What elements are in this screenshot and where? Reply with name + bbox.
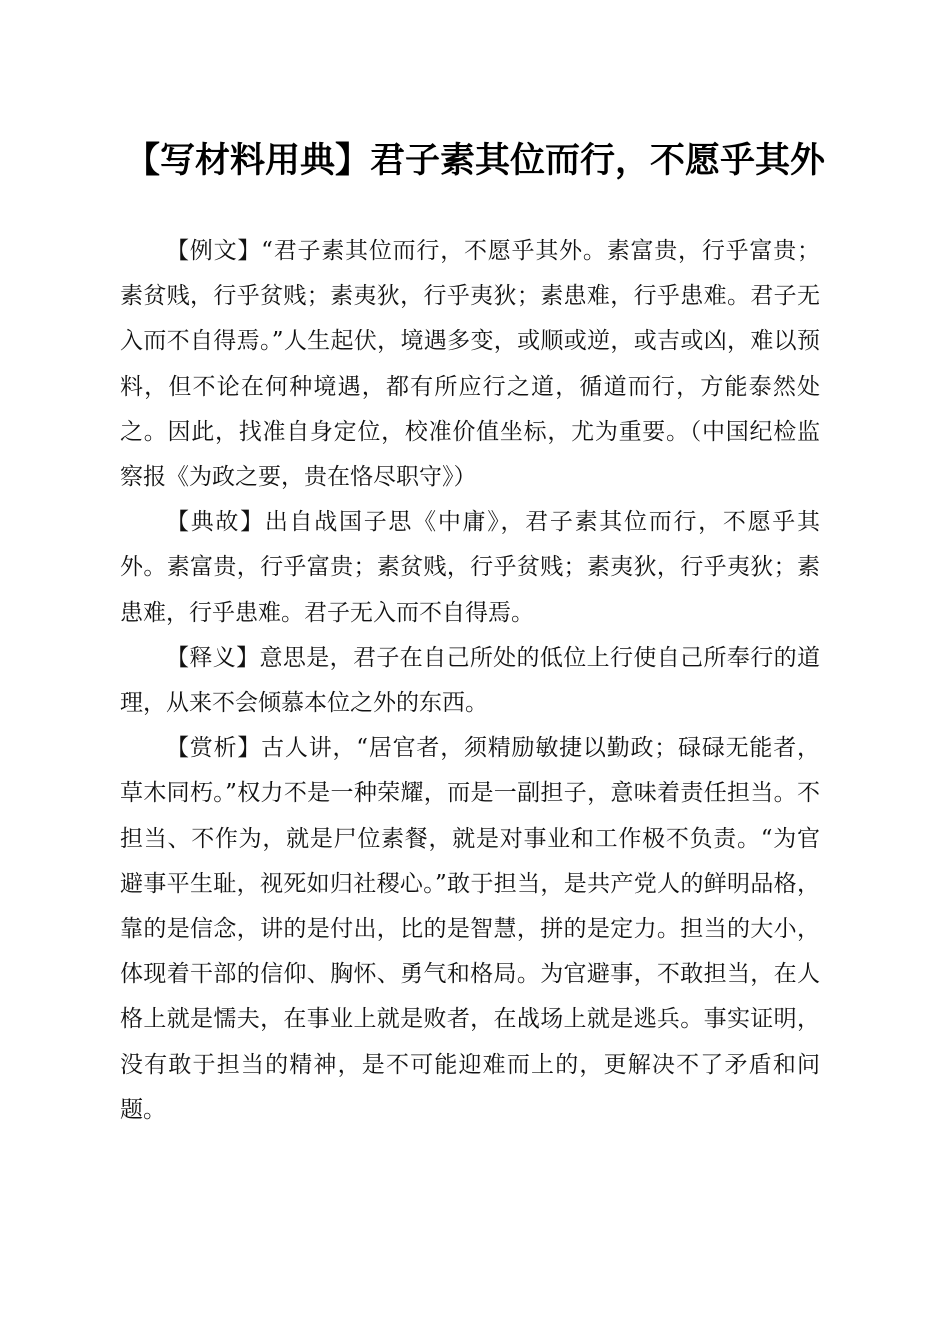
document-body (120, 229, 820, 1133)
paragraph-allusion: 【典故】出自战国子思《中庸》，君子素其位而行，不愿乎其外。素富贵，行乎富贵；素贫贱，行乎贫贱；素夷狄，行乎夷狄；素患难，行乎患难。君子无入而不自得焉。 (120, 509, 820, 626)
paragraph-meaning: 【释义】意思是，君子在自己所处的低位上行使自己所奉行的道理，从来不会倾慕本位之外的东西。 (120, 644, 820, 717)
paragraph-example: 【例文】“君子素其位而行，不愿乎其外。素富贵，行乎富贵；素贫贱，行乎贫贱；素夷狄，行乎夷狄；素患难，行乎患难。君子无入而不自得焉。”人生起伏，境遇多变，或顺或逆，或吉或凶，难以预料，但不论在何种境遇，都有所应行之道，循道而行，方能泰然处之。因此，找准自身定位，校准价值坐标，尤为重要。（中国纪检监察报《为政之要，贵在恪尽职守》） (120, 238, 820, 491)
paragraph-appreciation: 【赏析】古人讲，“居官者，须精励敏捷以勤政；碌碌无能者，草木同朽。”权力不是一种荣耀，而是一副担子，意味着责任担当。不担当、不作为，就是尸位素餐，就是对事业和工作极不负责。“为官避事平生耻，视死如归社稷心。”敢于担当，是共产党人的鲜明品格，靠的是信念，讲的是付出，比的是智慧，拼的是定力。担当的大小，体现着干部的信仰、胸怀、勇气和格局。为官避事，不敢担当，在人格上就是懦夫，在事业上就是败者，在战场上就是逃兵。事实证明，没有敢于担当的精神，是不可能迎难而上的，更解决不了矛盾和问题。 (120, 735, 820, 1123)
document-title: 【写材料用典】君子素其位而行，不愿乎其外 (124, 140, 825, 181)
